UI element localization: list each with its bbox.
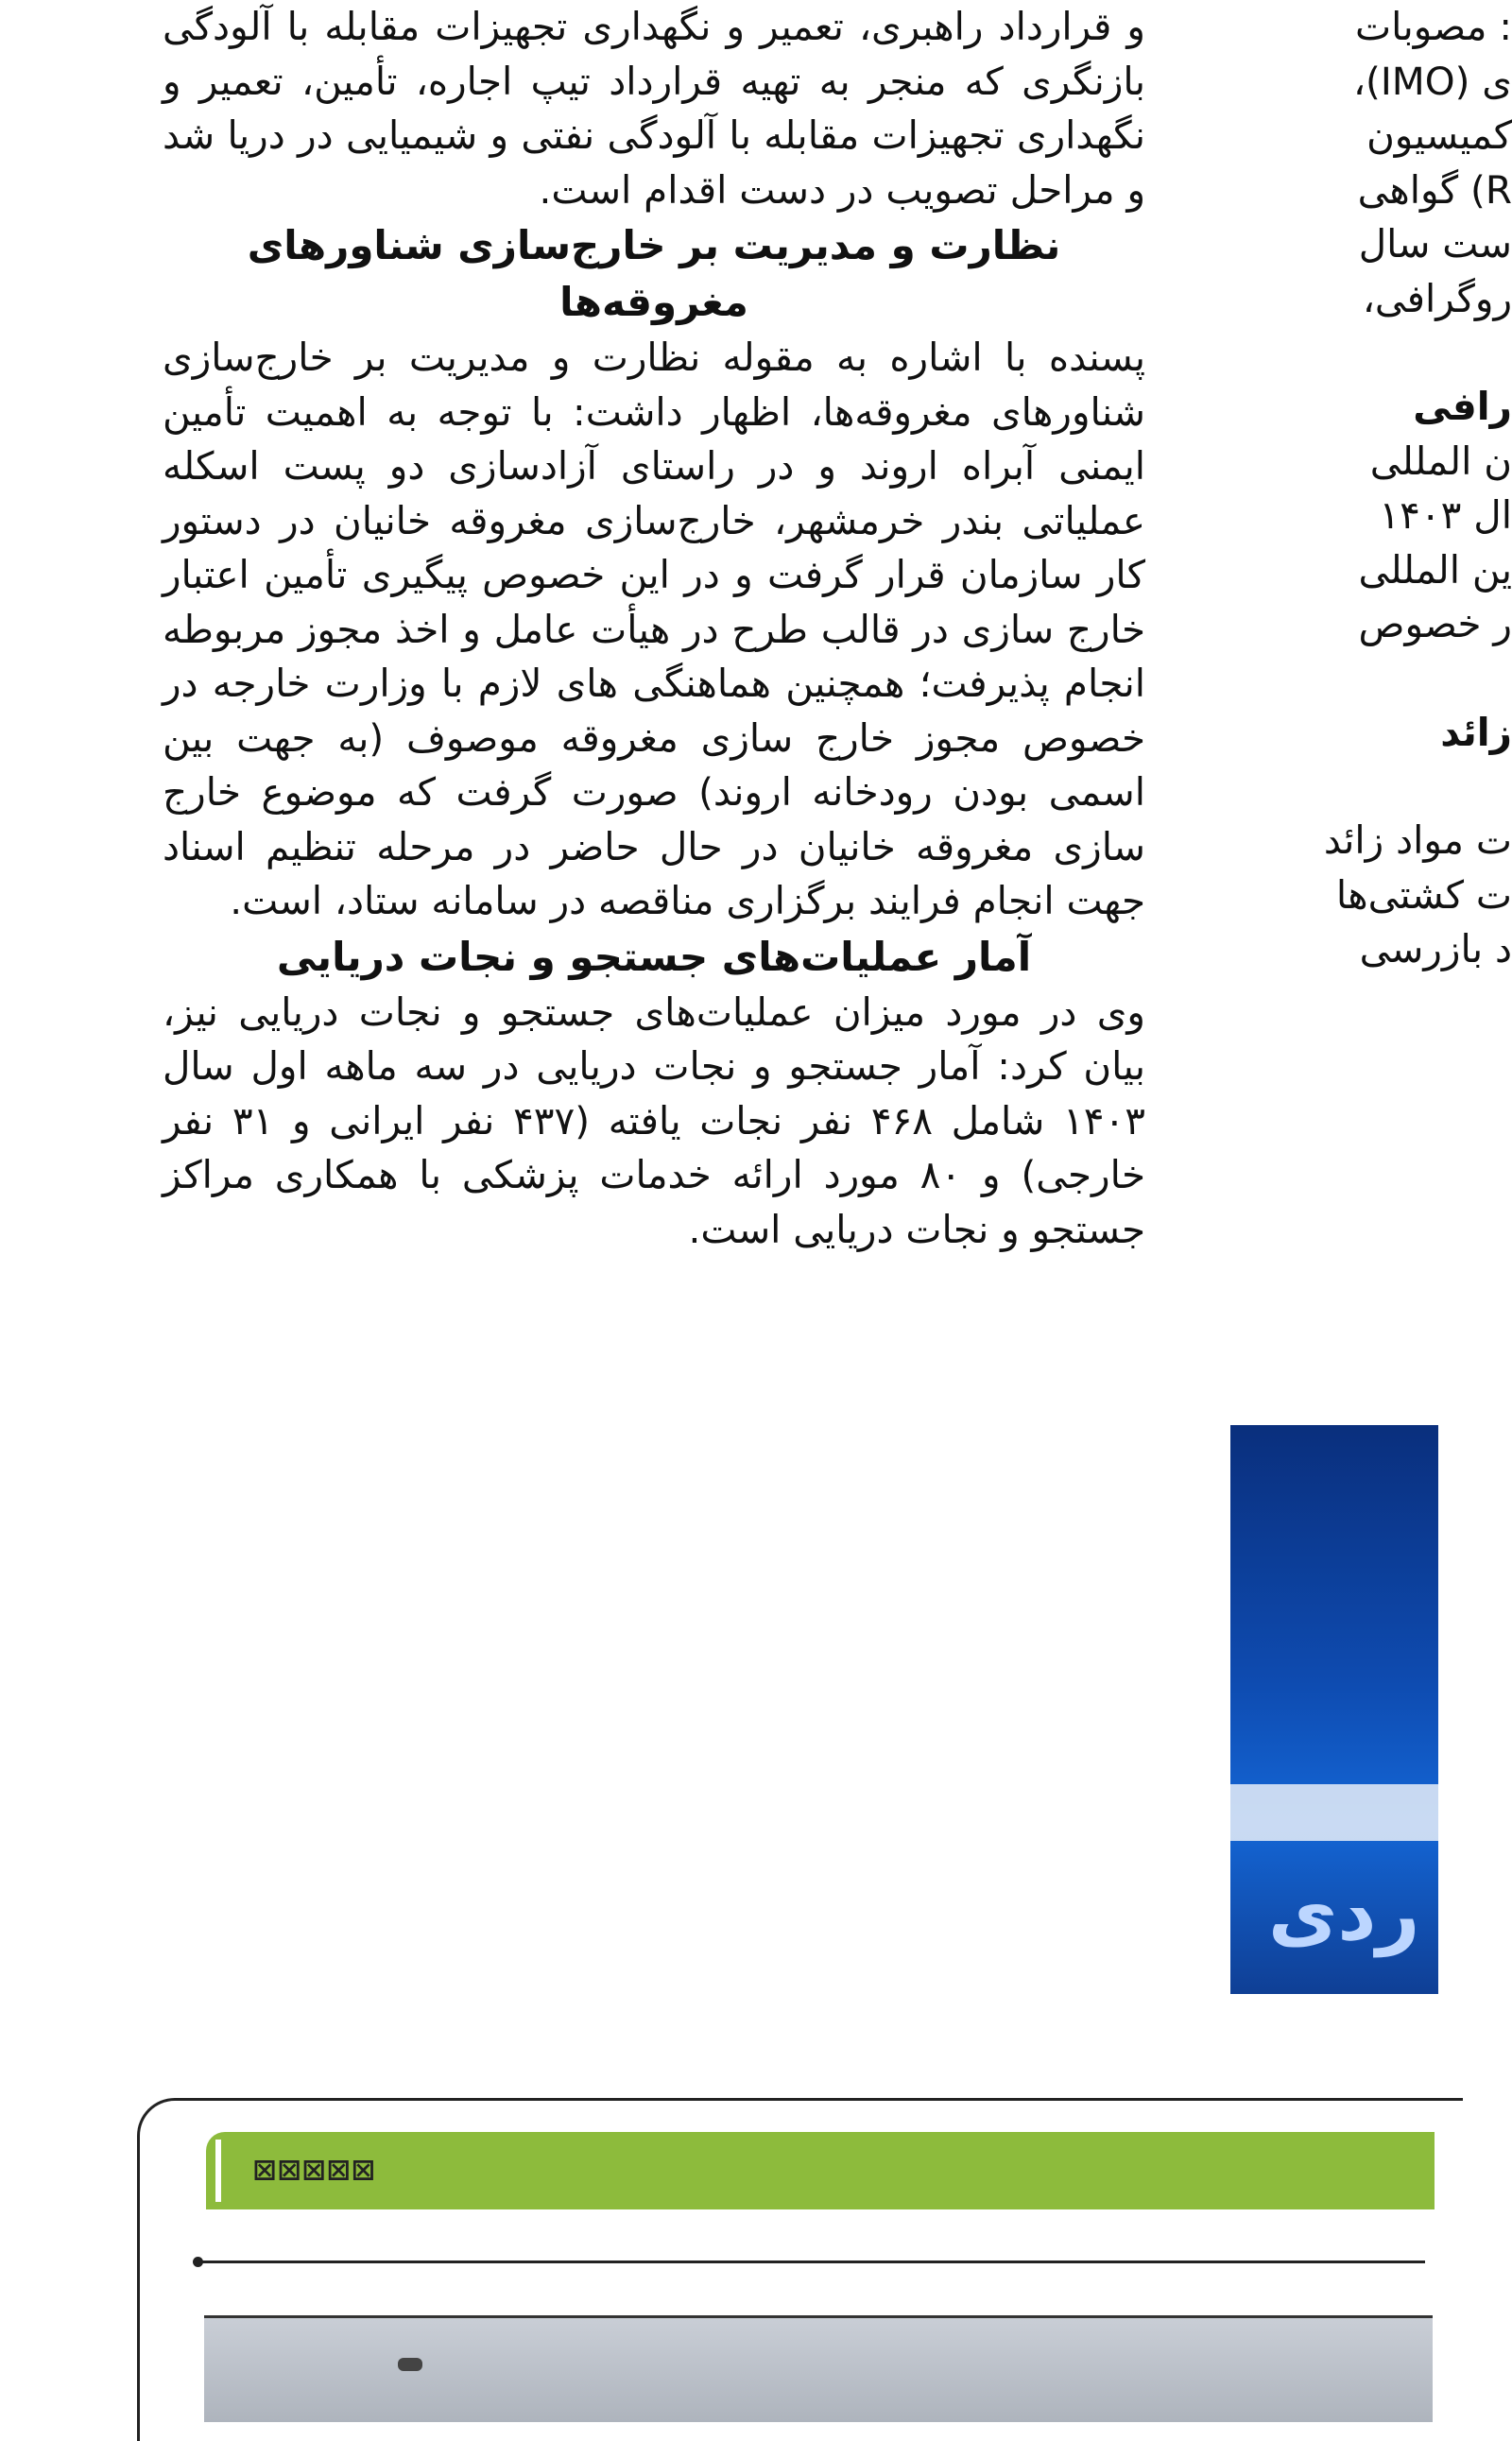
side-line: ن المللی bbox=[1369, 438, 1512, 484]
side-heading: زائد bbox=[1440, 709, 1512, 755]
main-article-column bbox=[163, 0, 1145, 1257]
side-spacer bbox=[1228, 760, 1512, 814]
side-spacer bbox=[1228, 652, 1512, 706]
side-heading: رافی bbox=[1413, 384, 1512, 429]
side-line: : مصوبات bbox=[1355, 4, 1512, 49]
right-article-column bbox=[1228, 0, 1512, 977]
side-line: ی (IMO)، bbox=[1352, 58, 1512, 104]
side-line: ر خصوص bbox=[1358, 601, 1512, 646]
photo-object bbox=[398, 2358, 422, 2371]
section-rule bbox=[197, 2261, 1425, 2263]
side-line: ال ۱۴۰۳ bbox=[1379, 492, 1512, 538]
heading-wreck-removal: نظارت و مدیریت بر خارج‌سازی شناورهای مغروقه‌ها bbox=[247, 222, 1061, 325]
news-photo-bottom bbox=[204, 2315, 1433, 2422]
heading-search-rescue-stats: آمار عملیات‌های جستجو و نجات دریایی bbox=[276, 933, 1032, 980]
section-banner bbox=[206, 2132, 1435, 2209]
banner-notch bbox=[215, 2140, 221, 2202]
paragraph-search-rescue-stats: وی در مورد میزان عملیات‌های جستجو و نجات دریایی نیز، بیان کرد: آمار جستجو و نجات دریایی در سه ماهه اول سال ۱۴۰۳ شامل ۴۶۸ نفر نجات یافته (۴۳۷ نفر ایرانی و ۳۱ نفر خارجی) و ۸۰ مورد ارائه خدمات پزشکی با همکاری مراکز جستجو و نجات دریایی است. bbox=[163, 988, 1146, 1252]
side-line: د بازرسی bbox=[1359, 926, 1512, 971]
news-photo-right bbox=[1230, 1425, 1438, 1994]
side-line: ین المللی bbox=[1358, 546, 1512, 593]
paragraph-contract-review: و قرارداد راهبری، تعمیر و نگهداری تجهیزات مقابله با آلودگی بازنگری که منجر به تهیه قرارداد تیپ اجاره، تأمین، تعمیر و نگهداری تجهیزات مقابله با آلودگی نفتی و شیمیایی در دریا شد و مراحل تصویب در دست اقدام است. bbox=[163, 4, 1145, 213]
banner-label: ⊠⊠⊠⊠⊠ bbox=[253, 2148, 377, 2192]
photo-stripe bbox=[1230, 1784, 1438, 1841]
side-line: روگرافی، bbox=[1362, 275, 1512, 321]
side-line: ت کشتی‌ها bbox=[1335, 871, 1512, 918]
paragraph-wreck-removal: پسنده با اشاره به مقوله نظارت و مدیریت بر خارج‌سازی شناورهای مغروقه‌ها، اظهار داشت: با توجه به اهمیت تأمین ایمنی آبراه اروند و در راستای آزادسازی دو پست اسکله عملیاتی بندر خرمشهر، خارج‌سازی مغروقه خانیان در دستور کار سازمان قرار گرفت و در این خصوص پیگیری تأمین اعتبار خارج سازی در قالب طرح در هیأت عامل و اخذ مجوز مربوطه انجام پذیرفت؛ همچنین هماهنگی های لازم با وزارت خارجه در خصوص مجوز خارج سازی مغروقه موصوف (به جهت بین اسمی بودن رودخانه اروند) صورت گرفت که موضوع خارج سازی مغروقه خانیان در حال حاضر در مرحله تنظیم اسناد جهت انجام فرایند برگزاری مناقصه در سامانه ستاد، است. bbox=[163, 335, 1145, 923]
side-line: R) گواهی bbox=[1357, 166, 1512, 213]
side-line: کمیسیون bbox=[1366, 112, 1512, 158]
side-line: ت مواد زائد bbox=[1323, 817, 1512, 863]
photo-logo-text: ردی bbox=[1268, 1869, 1420, 1957]
side-spacer bbox=[1228, 326, 1512, 380]
side-line: ست سال bbox=[1358, 221, 1512, 266]
